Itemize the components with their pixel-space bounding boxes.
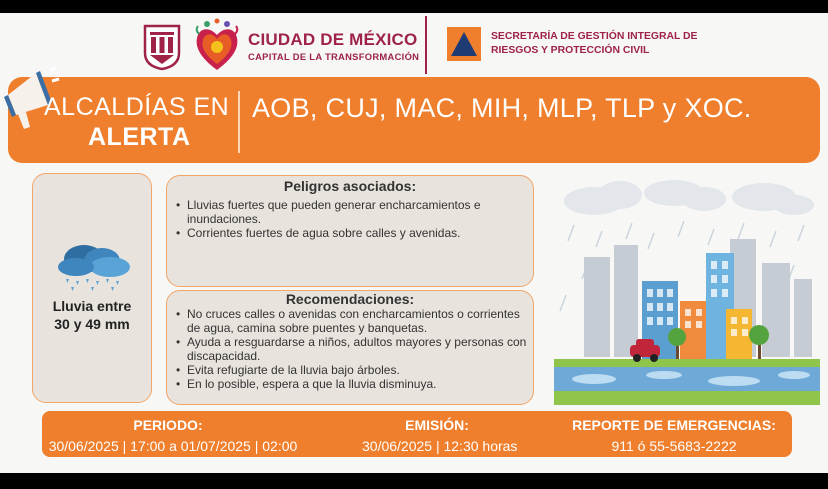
rain-cloud-icon bbox=[54, 237, 134, 293]
rainy-city-illustration bbox=[554, 175, 820, 405]
list-item: • Lluvias fuertes que pueden generar encharcamientos e inundaciones. bbox=[173, 198, 527, 226]
list-item: • Evita refugiarte de la lluvia bajo árboles. bbox=[173, 363, 527, 377]
band-divider bbox=[238, 91, 240, 153]
periodo-value: 30/06/2025 | 17:00 a 01/07/2025 | 02:00 bbox=[48, 438, 298, 454]
alert-title-line2: ALERTA bbox=[88, 123, 191, 151]
emision-value: 30/06/2025 | 12:30 horas bbox=[362, 438, 518, 454]
cdmx-shield-icon bbox=[142, 23, 182, 71]
reporte-value: 911 ó 55-5683-2222 bbox=[611, 438, 737, 454]
rain-label-line1: Lluvia entre bbox=[52, 298, 132, 314]
periodo-label: PERIODO: bbox=[133, 417, 203, 433]
list-item: • Corrientes fuertes de agua sobre calles y avenidas. bbox=[173, 226, 527, 240]
brand-title: CIUDAD DE MÉXICO bbox=[248, 30, 418, 49]
header-divider bbox=[425, 16, 427, 74]
recomendaciones-box bbox=[166, 290, 534, 405]
alert-card bbox=[0, 13, 828, 473]
list-item: • Ayuda a resguardarse a niños, adultos mayores y personas con discapacidad. bbox=[173, 335, 527, 363]
reporte-label: REPORTE DE EMERGENCIAS: bbox=[572, 417, 776, 433]
recomendaciones-list bbox=[173, 307, 527, 391]
peligros-title: Peligros asociados: bbox=[283, 178, 417, 194]
alcaldias-list: AOB, CUJ, MAC, MIH, MLP, TLP y XOC. bbox=[252, 93, 752, 123]
rain-amount-label bbox=[32, 297, 152, 333]
peligros-box bbox=[166, 175, 534, 287]
cdmx-heart-logo-icon bbox=[193, 18, 241, 74]
list-item: • No cruces calles o avenidas con encharcamientos o corrientes de agua, camina sobre puentes y banquetas. bbox=[173, 307, 527, 335]
list-item: • En lo posible, espera a que la lluvia disminuya. bbox=[173, 377, 527, 391]
recomendaciones-title: Recomendaciones: bbox=[285, 291, 415, 307]
agency-name: SECRETARÍA DE GESTIÓN INTEGRAL DE RIESGOS Y PROTECCIÓN CIVIL bbox=[491, 31, 698, 56]
protection-civil-triangle-icon bbox=[447, 27, 481, 61]
peligros-list bbox=[173, 198, 527, 240]
brand-subtitle: CAPITAL DE LA TRANSFORMACIÓN bbox=[248, 51, 420, 62]
alert-title-line1: ALCALDÍAS EN bbox=[44, 93, 230, 121]
emision-label: EMISIÓN: bbox=[405, 417, 469, 433]
rain-label-line2: 30 y 49 mm bbox=[54, 316, 130, 332]
